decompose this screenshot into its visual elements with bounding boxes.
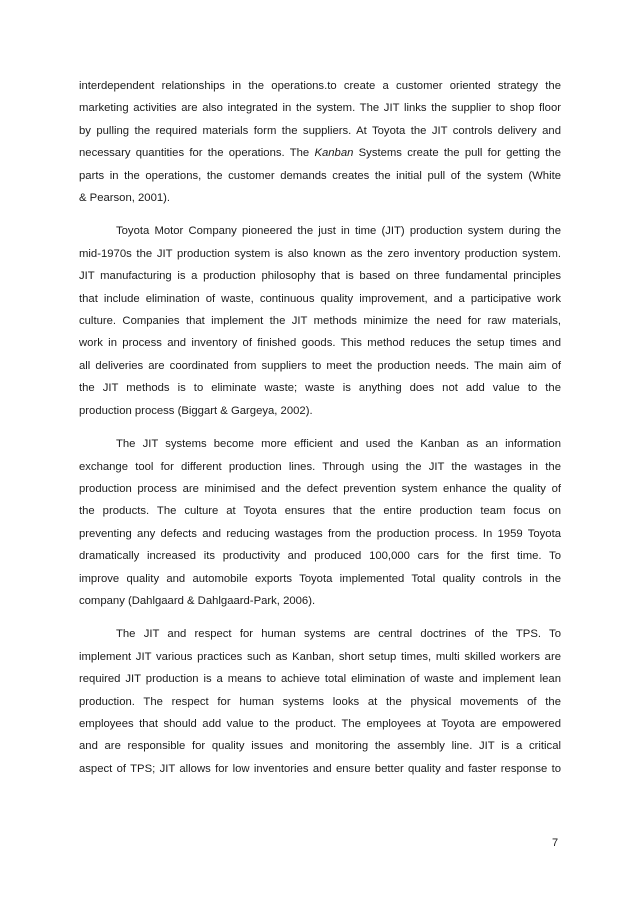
text-line: culture. Companies that implement the JIT methods minimize the need for raw materials, [79,315,561,328]
body-text [79,75,561,780]
text-line: the products. The culture at Toyota ensures that the entire production team focus on [79,505,561,518]
text-line: work in process and inventory of finished goods. This method reduces the setup times and [79,337,561,350]
text-line: dramatically increased its productivity and produced 100,000 cars for the first time. To [79,550,561,563]
text-line: parts in the operations, the customer demands creates the initial pull of the system (White [79,169,561,182]
text-line: interdependent relationships in the operations.to create a customer oriented strategy the [79,80,561,92]
page-number: 7 [552,837,559,849]
text-line: production process (Biggart & Gargeya, 2002). [79,404,313,417]
italic-term: Kanban [314,147,354,160]
text-line: required JIT production is a means to achieve total elimination of waste and implement lean [79,673,561,686]
text-line: all deliveries are coordinated from suppliers to meet the production needs. The main aim of [79,359,561,372]
text-line: that include elimination of waste, continuous quality improvement, and a participative work [79,292,561,305]
text-line: Toyota Motor Company pioneered the just in time (JIT) production system during the [116,225,561,238]
text-line: implement JIT various practices such as Kanban, short setup times, multi skilled workers are [79,650,561,663]
text-line: marketing activities are also integrated in the system. The JIT links the supplier to shop floor [79,102,561,115]
text-line: JIT manufacturing is a production philosophy that is based on three fundamental principles [79,270,561,283]
paragraph [79,75,561,209]
text-line: exchange tool for different production lines. Through using the JIT the wastages in the [79,460,561,473]
text-line: by pulling the required materials form the suppliers. At Toyota the JIT controls delivery and [79,124,561,137]
text-line: production. The respect for human systems looks at the physical movements of the [79,695,561,708]
paragraph [79,433,561,612]
paragraph [79,623,561,780]
text-line: improve quality and automobile exports Toyota implemented Total quality controls in the [79,572,561,585]
text-line: the JIT methods is to eliminate waste; waste is anything does not add value to the [79,382,561,395]
text-line: company (Dahlgaard & Dahlgaard-Park, 2006). [79,594,316,607]
text-line: mid-1970s the JIT production system is also known as the zero inventory production system. [79,247,561,260]
text-line: The JIT and respect for human systems are central doctrines of the TPS. To [116,628,561,641]
paragraph [79,220,561,422]
text-line: & Pearson, 2001). [79,192,171,205]
text-line: production process are minimised and the defect prevention system enhance the quality of [79,482,561,495]
text-line: aspect of TPS; JIT allows for low inventories and ensure better quality and faster response to [79,762,561,775]
text-line: employees that should add value to the product. The employees at Toyota are empowered [79,717,561,730]
text-line: necessary quantities for the operations. The Kanban Systems create the pull for getting the [79,147,561,160]
text-line: The JIT systems become more efficient and used the Kanban as an information [116,438,561,451]
text-line: preventing any defects and reducing wastages from the production process. In 1959 Toyota [79,527,561,540]
text-line: and are responsible for quality issues and monitoring the assembly line. JIT is a critical [79,740,561,753]
